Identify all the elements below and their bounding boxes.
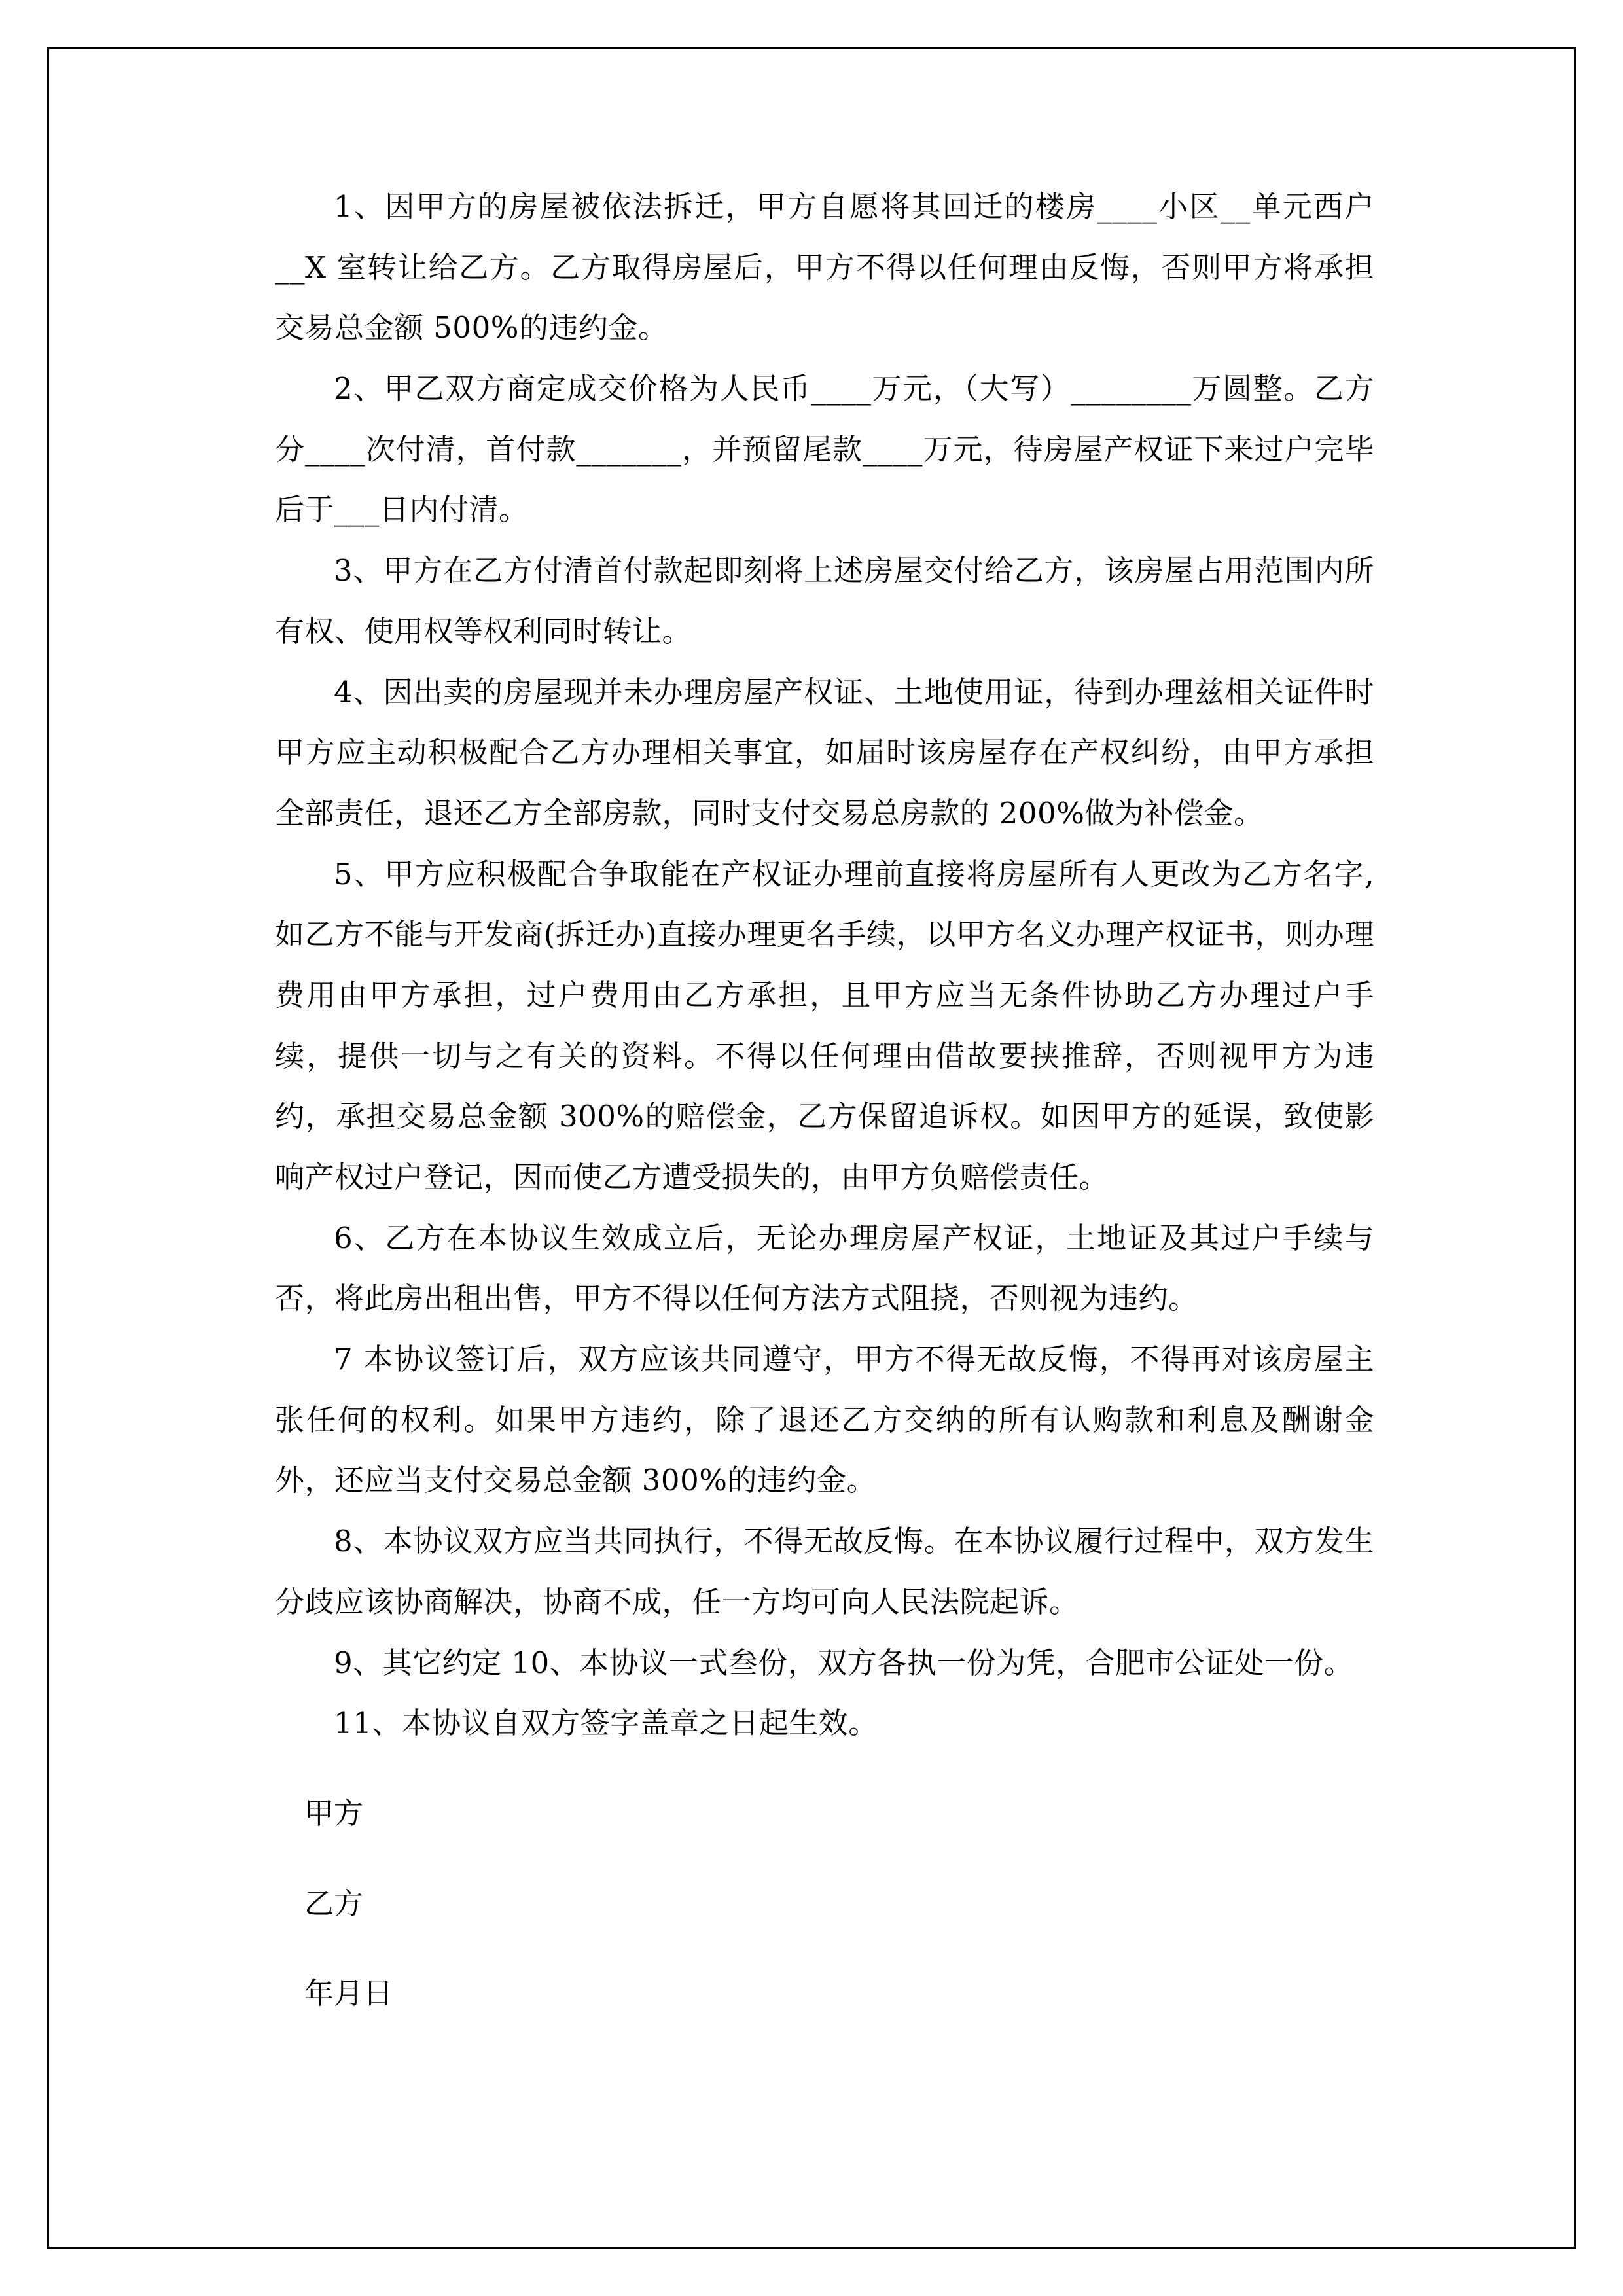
signature-line-party-a: 甲方 bbox=[304, 1795, 364, 1831]
signature-line-party-b: 乙方 bbox=[304, 1886, 364, 1921]
clause-paragraph: 7 本协议签订后，双方应该共同遵守，甲方不得无故反悔，不得再对该房屋主张任何的权利。如果甲方违约，除了退还乙方交纳的所有认购款和利息及酬谢金外，还应当支付交易总金额 300%的违约金。 bbox=[275, 1342, 1374, 1498]
clause-paragraph: 1、因甲方的房屋被依法拆迁，甲方自愿将其回迁的楼房____小区__单元西户__X 室转让给乙方。乙方取得房屋后，甲方不得以任何理由反悔，否则甲方将承担交易总金额 500%的违约金。 bbox=[275, 189, 1374, 346]
clause-paragraph: 5、甲方应积极配合争取能在产权证办理前直接将房屋所有人更改为乙方名字,如乙方不能与开发商(拆迁办)直接办理更名手续，以甲方名义办理产权证书，则办理费用由甲方承担，过户费用由乙方承担，且甲方应当无条件协助乙方办理过户手续，提供一切与之有关的资料。不得以任何理由借故要挟推辞，否则视甲方为违约，承担交易总金额 300%的赔偿金，乙方保留追诉权。如因甲方的延误，致使影响产权过户登记，因而使乙方遭受损失的，由甲方负赔偿责任。 bbox=[275, 856, 1374, 1194]
clause-paragraph: 2、甲乙双方商定成交价格为人民币____万元，（大写）________万圆整。乙方分____次付清，首付款_______，并预留尾款____万元，待房屋产权证下来过户完毕后于___日内付清。 bbox=[275, 371, 1374, 528]
clause-paragraph: 8、本协议双方应当共同执行，不得无故反悔。在本协议履行过程中，双方发生分歧应该协商解决，协商不成，任一方均可向人民法院起诉。 bbox=[275, 1524, 1374, 1619]
signature-line-date: 年月日 bbox=[304, 1976, 393, 2011]
clause-paragraph: 6、乙方在本协议生效成立后，无论办理房屋产权证，土地证及其过户手续与否，将此房出租出售，甲方不得以任何方法方式阻挠，否则视为违约。 bbox=[275, 1220, 1374, 1316]
document-body bbox=[275, 177, 1374, 2054]
clause-paragraph: 9、其它约定 10、本协议一式叁份，双方各执一份为凭，合肥市公证处一份。 bbox=[334, 1645, 1354, 1680]
clause-paragraph: 3、甲方在乙方付清首付款起即刻将上述房屋交付给乙方，该房屋占用范围内所有权、使用权等权利同时转让。 bbox=[275, 553, 1374, 649]
clause-paragraph: 11、本协议自双方签字盖章之日起生效。 bbox=[334, 1706, 878, 1741]
clause-paragraph: 4、因出卖的房屋现并未办理房屋产权证、土地使用证，待到办理兹相关证件时甲方应主动积极配合乙方办理相关事宜，如届时该房屋存在产权纠纷，由甲方承担全部责任，退还乙方全部房款，同时支付交易总房款的 200%做为补偿金。 bbox=[275, 674, 1374, 831]
